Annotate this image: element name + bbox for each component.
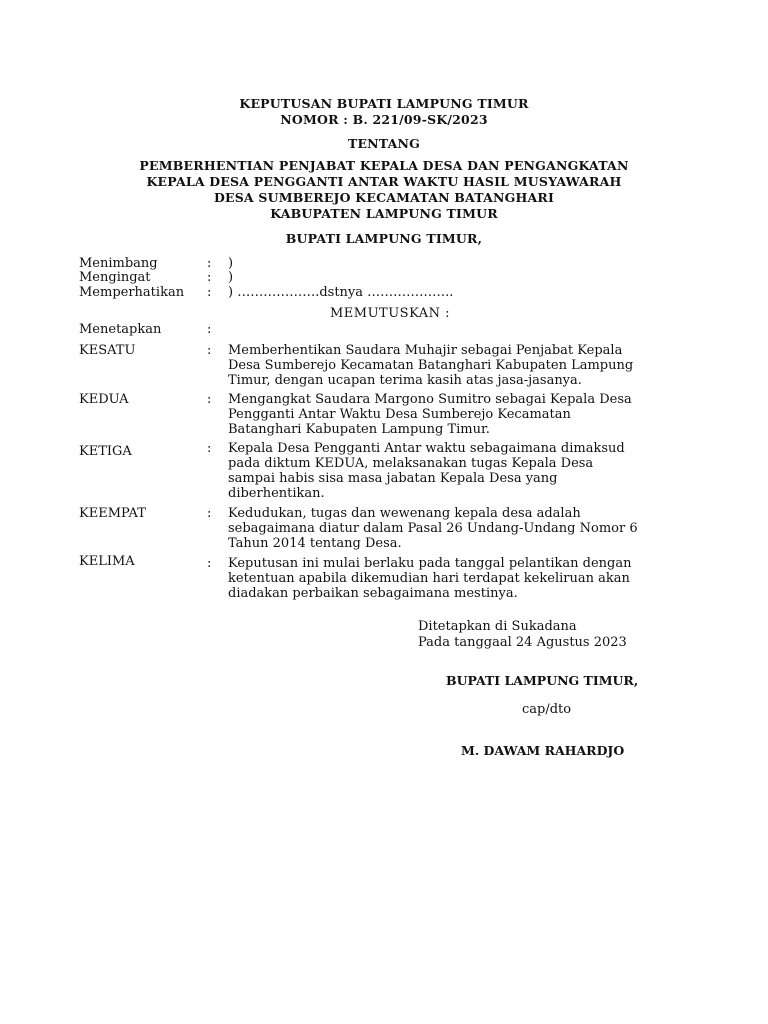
- menetapkan-label: Menetapkan: [79, 322, 162, 337]
- subject-line: KEPALA DESA PENGGANTI ANTAR WAKTU HASIL MUSYAWARAH: [146, 174, 622, 189]
- kesatu-text: Memberhentikan Saudara Muhajir sebagai Penjabat Kepala Desa Sumberejo Kecamatan Batanghari Kabupaten Lampung Timur, dengan ucapan terima kasih atas jasa-jasanya.: [228, 343, 634, 388]
- kelima-text: Keputusan ini mulai berlaku pada tanggal pelantikan dengan ketentuan apabila dikemudian hari terdapat kekeliruan akan diadakan perbaikan sebagaimana mestinya.: [228, 556, 632, 601]
- colon: :: [207, 285, 212, 300]
- keempat-label: KEEMPAT: [79, 506, 146, 521]
- colon: :: [207, 322, 212, 337]
- authority-heading: BUPATI LAMPUNG TIMUR,: [285, 231, 483, 246]
- subject-line: PEMBERHENTIAN PENJABAT KEPALA DESA DAN PENGANGKATAN: [139, 158, 629, 173]
- menimbang-text: ): [228, 256, 234, 271]
- decree-number: NOMOR : B. 221/09-SK/2023: [280, 112, 488, 127]
- decree-title: KEPUTUSAN BUPATI LAMPUNG TIMUR: [239, 96, 529, 111]
- ketiga-text: Kepala Desa Pengganti Antar waktu sebagaimana dimaksud pada diktum KEDUA, melaksanakan tugas Kepala Desa sampai habis sisa masa jabatan Kepala Desa yang diberhentikan.: [228, 441, 625, 501]
- menimbang-label: Menimbang: [79, 256, 158, 271]
- colon: :: [207, 392, 212, 407]
- signatory-name: M. DAWAM RAHARDJO: [461, 743, 625, 758]
- keempat-text: Kedudukan, tugas dan wewenang kepala desa adalah sebagaimana diatur dalam Pasal 26 Undang-Undang Nomor 6 Tahun 2014 tentang Desa.: [228, 506, 638, 551]
- memutuskan-heading: MEMUTUSKAN :: [329, 306, 451, 321]
- memperhatikan-label: Memperhatikan: [79, 285, 185, 300]
- tentang-heading: TENTANG: [347, 136, 421, 151]
- mengingat-label: Mengingat: [79, 270, 151, 285]
- signatory-title: BUPATI LAMPUNG TIMUR,: [446, 673, 639, 688]
- colon: :: [207, 343, 212, 358]
- memperhatikan-text: ) ……………….dstnya ………………..: [228, 285, 454, 300]
- date-of-issue: Pada tanggaal 24 Agustus 2023: [418, 635, 627, 650]
- subject-line: KABUPATEN LAMPUNG TIMUR: [270, 206, 498, 221]
- colon: :: [207, 270, 212, 285]
- ketiga-label: KETIGA: [79, 444, 132, 459]
- colon: :: [207, 556, 212, 571]
- colon: :: [207, 256, 212, 271]
- kesatu-label: KESATU: [79, 343, 136, 358]
- stamp-note: cap/dto: [522, 702, 572, 717]
- colon: :: [207, 441, 212, 456]
- mengingat-text: ): [228, 270, 234, 285]
- subject-line: DESA SUMBEREJO KECAMATAN BATANGHARI: [213, 190, 555, 205]
- kelima-label: KELIMA: [79, 554, 135, 569]
- place-of-issue: Ditetapkan di Sukadana: [418, 619, 577, 634]
- kedua-label: KEDUA: [79, 392, 129, 407]
- colon: :: [207, 506, 212, 521]
- kedua-text: Mengangkat Saudara Margono Sumitro sebagai Kepala Desa Pengganti Antar Waktu Desa Sumberejo Kecamatan Batanghari Kabupaten Lampung Timur.: [228, 392, 632, 437]
